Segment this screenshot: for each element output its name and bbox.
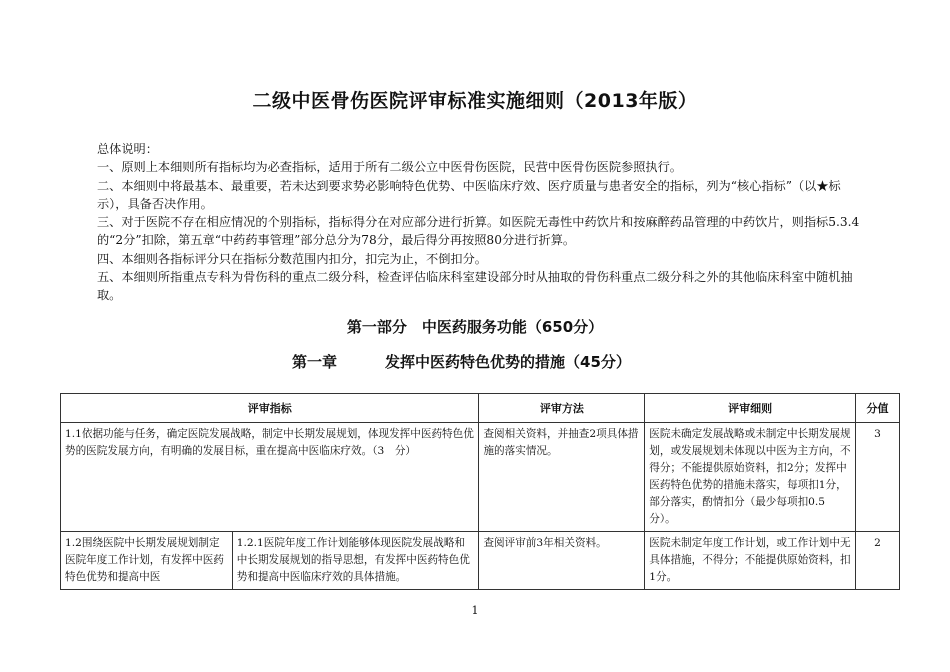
notes-heading: 总体说明： (97, 142, 158, 156)
document-title: 二级中医骨伤医院评审标准实施细则（2013年版） (252, 90, 698, 112)
indicator-cell: 1.2围绕医院中长期发展规划制定医院年度工作计划，有发挥中医药特色优势和提高中医 (61, 532, 233, 590)
note-item: 四、本细则各指标评分只在指标分数范围内扣分，扣完为止，不倒扣分。 (97, 251, 487, 266)
header-score: 分值 (856, 394, 900, 423)
note-item: 五、本细则所指重点专科为骨伤科的重点二级分科，检查评估临床科室建设部分时从抽取的骨伤科重点二级分科之外的其他临床科室中随机抽取。 (97, 270, 853, 303)
table-row (61, 423, 900, 532)
score-cell: 2 (856, 532, 900, 590)
header-method: 评审方法 (479, 394, 645, 423)
details-cell: 医院未制定年度工作计划，或工作计划中无具体措施，不得分；不能提供原始资料，扣1分。 (645, 532, 856, 590)
table-header-row (61, 394, 900, 423)
sub-indicator-cell: 1.2.1医院年度工作计划能够体现医院发展战略和中长期发展规划的指导思想，有发挥中医药特色优势和提高中医临床疗效的具体措施。 (232, 532, 479, 590)
page-number: 1 (471, 604, 479, 617)
header-indicator: 评审指标 (61, 394, 479, 423)
chapter-title: 发挥中医药特色优势的措施（45分） (385, 353, 631, 371)
details-cell: 医院未确定发展战略或未制定中长期发展规划，或发展规划未体现以中医为主方向，不得分；不能提供原始资料，扣2分；发挥中医药特色优势的措施未落实，每项扣1分，部分落实，酌情扣分（最少每项扣0.5分）。 (645, 423, 856, 532)
table-row (61, 532, 900, 590)
chapter-number: 第一章 (292, 353, 338, 371)
score-cell: 3 (856, 423, 900, 532)
method-cell: 查阅评审前3年相关资料。 (479, 532, 645, 590)
indicator-cell: 1.1依据功能与任务，确定医院发展战略，制定中长期发展规划，体现发挥中医药特色优势的医院发展方向，有明确的发展目标，重在提高中医临床疗效。（3 分） (61, 423, 479, 532)
chapter-heading (292, 351, 631, 372)
header-details: 评审细则 (645, 394, 856, 423)
note-item: 二、本细则中将最基本、最重要，若未达到要求势必影响特色优势、中医临床疗效、医疗质量与患者安全的指标，列为“核心指标”（以★标示），具备否决作用。 (97, 178, 841, 211)
general-notes (97, 140, 867, 305)
part-heading: 第一部分 中医药服务功能（650分） (346, 318, 604, 336)
note-item: 三、对于医院不存在相应情况的个别指标，指标得分在对应部分进行折算。如医院无毒性中药饮片和按麻醉药品管理的中药饮片，则指标5.3.4的“2分”扣除，第五章“中药药事管理”部分总分为78分，最后得分再按照80分进行折算。 (97, 215, 860, 248)
note-item: 一、原则上本细则所有指标均为必查指标，适用于所有二级公立中医骨伤医院，民营中医骨伤医院参照执行。 (97, 160, 682, 175)
review-criteria-table (60, 393, 900, 590)
method-cell: 查阅相关资料，并抽查2项具体措施的落实情况。 (479, 423, 645, 532)
